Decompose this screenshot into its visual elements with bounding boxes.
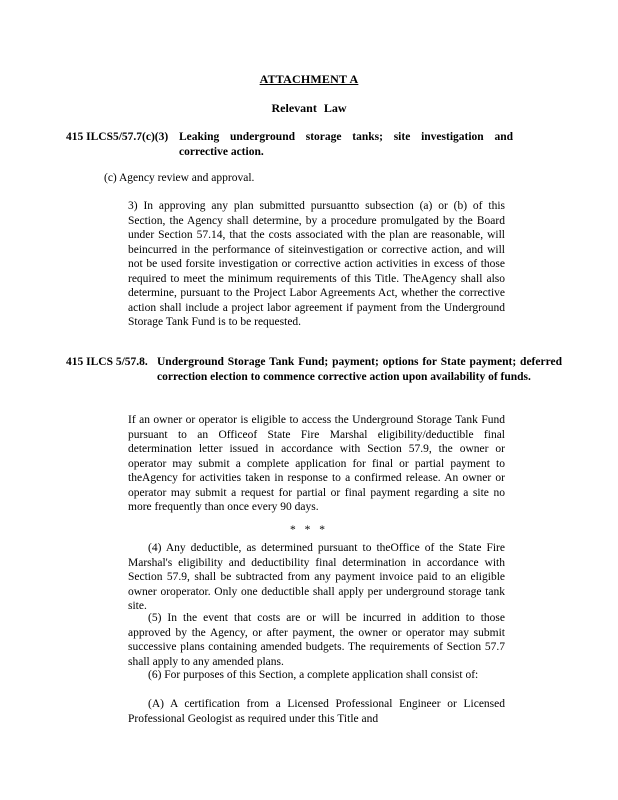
section-citation: 415 ILCS 5/57.8. xyxy=(66,356,148,368)
paragraph-item-4: (4) Any deductible, as determined pursuant to theOffice of the State Fire Marshal's eligibility and deductibility final determination in accordance with Section 57.9, shall be subtracted from any payment invoice paid to an eligible owner oroperator. Only one deductible shall apply per underground storage tank site. xyxy=(128,542,505,612)
document-title: ATTACHMENT A xyxy=(259,72,359,86)
section-title: Underground Storage Tank Fund; payment; options for State payment; deferred correction election to commence corrective action upon availability of funds. xyxy=(157,356,562,383)
paragraph-agency-review: (c) Agency review and approval. xyxy=(104,172,255,184)
section-citation: 415 ILCS5/57.7(c)(3) xyxy=(66,131,169,143)
section-separator: * * * xyxy=(290,524,328,536)
paragraph-item-5: (5) In the event that costs are or will be incurred in addition to those approved by the Agency, or after payment, the owner or operator may submit successive plans containing amended budgets. The requirements of Section 57.7 shall apply to any amended plans. xyxy=(128,612,505,668)
paragraph-item-3: 3) In approving any plan submitted pursuantto subsection (a) or (b) of this Section, the Agency shall determine, by a procedure promulgated by the Board under Section 57.14, that the costs associated with the plan are reasonable, will beincurred in the performance of siteinvestigation or corrective action, and will not be used forsite investigation or corrective action activities in excess of those required to meet the minimum requirements of this Title. TheAgency shall also determine, pursuant to the Project Labor Agreements Act, whether the corrective action shall include a project labor agreement if payment from the Underground Storage Tank Fund is to be requested. xyxy=(128,200,505,328)
paragraph-item-A: (A) A certification from a Licensed Professional Engineer or Licensed Professional Geologist as required under this Title and xyxy=(128,698,505,725)
document-subtitle: Relevant Law xyxy=(271,101,347,115)
paragraph-item-6: (6) For purposes of this Section, a complete application shall consist of: xyxy=(148,669,479,681)
section-title: Leaking underground storage tanks; site investigation and corrective action. xyxy=(179,131,513,158)
paragraph-eligibility: If an owner or operator is eligible to access the Underground Storage Tank Fund pursuant to an Officeof State Fire Marshal eligibility/deductible final determination letter issued in accordance with Section 57.9, the owner or operator may submit a complete application for final or partial payment to theAgency for activities taken in response to a confirmed release. An owner or operator may submit a request for partial or final payment regarding a site no more frequently than once every 90 days. xyxy=(128,414,505,513)
